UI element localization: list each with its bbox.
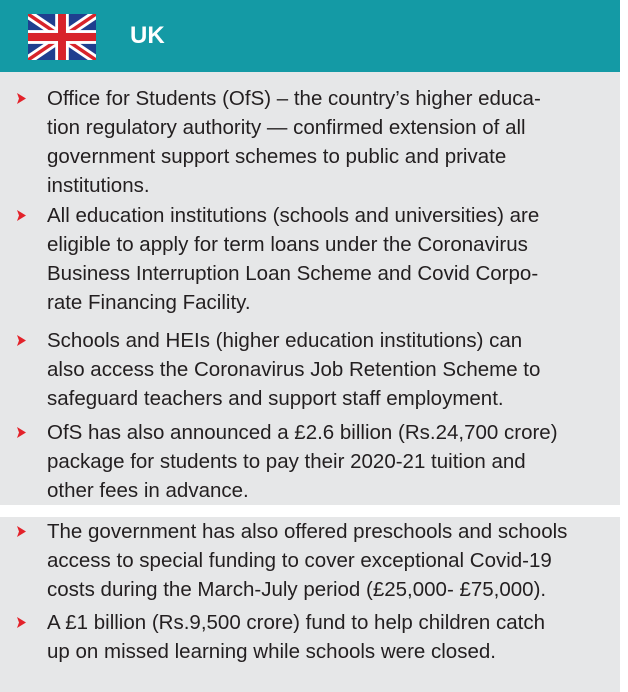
section-divider: [0, 505, 620, 517]
bullet-marker-icon: [17, 427, 26, 438]
card-header: [0, 0, 620, 72]
bullet-marker-icon: [17, 335, 26, 346]
bullet-text: Schools and HEIs (higher education institutions) can also access the Coronavirus Job Retention Scheme to safeguard teachers and support staff employment.: [47, 329, 541, 410]
bullet-marker-icon: [17, 93, 26, 104]
bullet-marker-icon: [17, 617, 26, 628]
bullet-text: The government has also offered preschools and schools access to special funding to cover exceptional Covid-19 costs during the March-July period (£25,000- £75,000).: [47, 520, 568, 601]
header-title: UK: [130, 22, 165, 49]
bullet-marker-icon: [17, 210, 26, 221]
bullet-text: Office for Students (OfS) – the country’s higher educa- tion regulatory authority — confirmed extension of all government support schemes to public and private institutions.: [47, 87, 541, 197]
bullet-text: All education institutions (schools and universities) are eligible to apply for term loans under the Coronavirus Business Interruption Loan Scheme and Covid Corpo- rate Financing Facility.: [47, 204, 540, 314]
uk-flag-icon: [28, 14, 96, 60]
bullet-marker-icon: [17, 526, 26, 537]
page-margin: [620, 0, 628, 692]
bullet-text: OfS has also announced a £2.6 billion (Rs.24,700 crore) package for students to pay their 2020-21 tuition and other fees in advance.: [47, 421, 558, 502]
bullet-text: A £1 billion (Rs.9,500 crore) fund to help children catch up on missed learning while schools were closed.: [47, 611, 545, 663]
